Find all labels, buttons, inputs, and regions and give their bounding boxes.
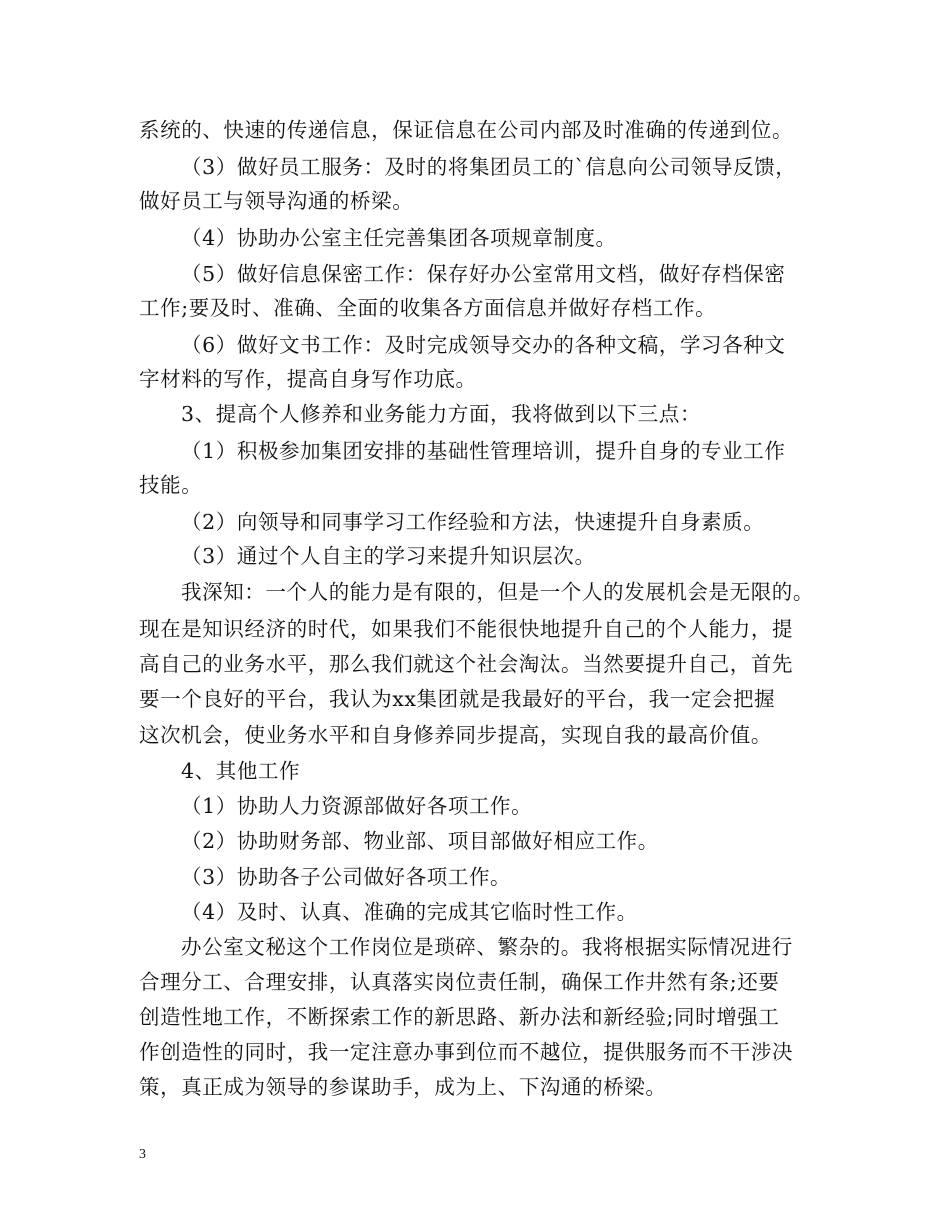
body-line: （4）协助办公室主任完善集团各项规章制度。 bbox=[181, 226, 617, 250]
body-line: （2）协助财务部、物业部、项目部做好相应工作。 bbox=[181, 829, 659, 853]
body-line: 办公室文秘这个工作岗位是琐碎、繁杂的。我将根据实际情况进行 bbox=[181, 935, 793, 959]
body-line: 系统的、快速的传递信息，保证信息在公司内部及时准确的传递到位。 bbox=[139, 118, 794, 142]
body-line: 做好员工与领导沟通的桥梁。 bbox=[139, 189, 414, 213]
body-line: （3）通过个人自主的学习来提升知识层次。 bbox=[181, 544, 596, 568]
section-heading: 3、提高个人修养和业务能力方面，我将做到以下三点： bbox=[181, 402, 702, 426]
body-line: 我深知：一个人的能力是有限的，但是一个人的发展机会是无限的。 bbox=[181, 580, 814, 604]
section-heading: 4、其他工作 bbox=[181, 759, 301, 783]
body-line: （1）协助人力资源部做好各项工作。 bbox=[181, 794, 533, 818]
body-line: 要一个良好的平台，我认为xx集团就是我最好的平台，我一定会把握 bbox=[139, 687, 776, 711]
body-line: （6）做好文书工作：及时完成领导交办的各种文稿，学习各种文 bbox=[181, 333, 786, 357]
body-line: 作创造性的同时，我一定注意办事到位而不越位，提供服务而不干涉决 bbox=[139, 1040, 794, 1064]
body-line: 高自己的业务水平，那么我们就这个社会淘汰。当然要提升自己，首先 bbox=[139, 652, 794, 676]
body-line: （3）做好员工服务：及时的将集团员工的`信息向公司领导反馈， bbox=[181, 155, 797, 179]
body-line: 字材料的写作，提高自身写作功底。 bbox=[139, 367, 477, 391]
body-line: 这次机会，使业务水平和自身修养同步提高，实现自我的最高价值。 bbox=[139, 723, 772, 747]
body-line: 现在是知识经济的时代，如果我们不能很快地提升自己的个人能力，提 bbox=[139, 617, 794, 641]
body-line: 工作;要及时、准确、全面的收集各方面信息并做好存档工作。 bbox=[139, 296, 717, 320]
body-line: （5）做好信息保密工作：保存好办公室常用文档，做好存档保密 bbox=[181, 262, 786, 286]
body-line: 合理分工、合理安排，认真落实岗位责任制，确保工作井然有条;还要 bbox=[139, 970, 780, 994]
body-line: （3）协助各子公司做好各项工作。 bbox=[181, 865, 512, 889]
body-line: 创造性地工作，不断探索工作的新思路、新办法和新经验;同时增强工 bbox=[139, 1005, 780, 1029]
body-line: 策，真正成为领导的参谋助手，成为上、下沟通的桥梁。 bbox=[139, 1075, 667, 1099]
body-line: 技能。 bbox=[139, 473, 203, 497]
body-line: （4）及时、认真、准确的完成其它临时性工作。 bbox=[181, 900, 638, 924]
page-number: 3 bbox=[139, 1147, 146, 1162]
body-line: （1）积极参加集团安排的基础性管理培训，提升自身的专业工作 bbox=[181, 439, 786, 463]
body-line: （2）向领导和同事学习工作经验和方法，快速提升自身素质。 bbox=[181, 510, 765, 534]
